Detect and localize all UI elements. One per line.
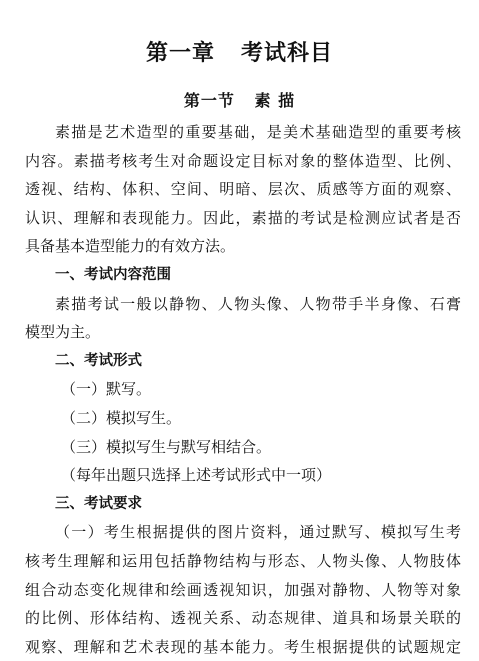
paragraph-line: 透视、结构、体积、空间、明暗、层次、质感等方面的观察、 (25, 180, 461, 199)
intro-paragraph (25, 118, 461, 261)
paragraph-line: 组合动态变化规律和绘画透视知识，加强对静物、人物等对象 (25, 580, 461, 599)
paragraph-line: 的比例、形体结构、透视关系、动态规律、道具和场景关联的 (25, 609, 461, 628)
paragraph-line: 模型为主。 (25, 323, 101, 342)
paragraph-line: 素描是艺术造型的重要基础，是美术基础造型的重要考核 (55, 123, 461, 141)
requirements-paragraph (25, 518, 461, 661)
format-list (25, 375, 461, 489)
paragraph-line: 认识、理解和表现能力。因此，素描的考试是检测应试者是否 (25, 208, 461, 227)
paragraph-line: 素描考试一般以静物、人物头像、人物带手半身像、石膏 (55, 294, 461, 313)
paragraph-line: 具备基本造型能力的有效方法。 (25, 237, 236, 256)
list-item: （三）模拟写生与默写相结合。 (61, 437, 272, 456)
list-item: （一）默写。 (61, 380, 152, 399)
paragraph-line: 观察、理解和艺术表现的基本能力。考生根据提供的试题规定 (25, 637, 461, 656)
section-title: 第一节 素 描 (183, 91, 296, 110)
heading-scope: 一、考试内容范围 (55, 266, 171, 283)
paragraph-line: （一）考生根据提供的图片资料，通过默写、模拟写生考 (55, 523, 461, 542)
paragraph-line: 核考生理解和运用包括静物结构与形态、人物头像、人物肢体 (25, 551, 461, 570)
chapter-title: 第一章 考试科目 (146, 41, 333, 66)
document-body (25, 118, 461, 661)
list-item: （每年出题只选择上述考试形式中一项） (61, 466, 332, 485)
list-item: （二）模拟写生。 (61, 408, 182, 427)
heading-requirements: 三、考试要求 (55, 495, 142, 512)
scope-paragraph (25, 290, 461, 347)
paragraph-line: 内容。素描考核考生对命题设定目标对象的整体造型、比例、 (25, 151, 461, 170)
heading-format: 二、考试形式 (55, 352, 142, 369)
